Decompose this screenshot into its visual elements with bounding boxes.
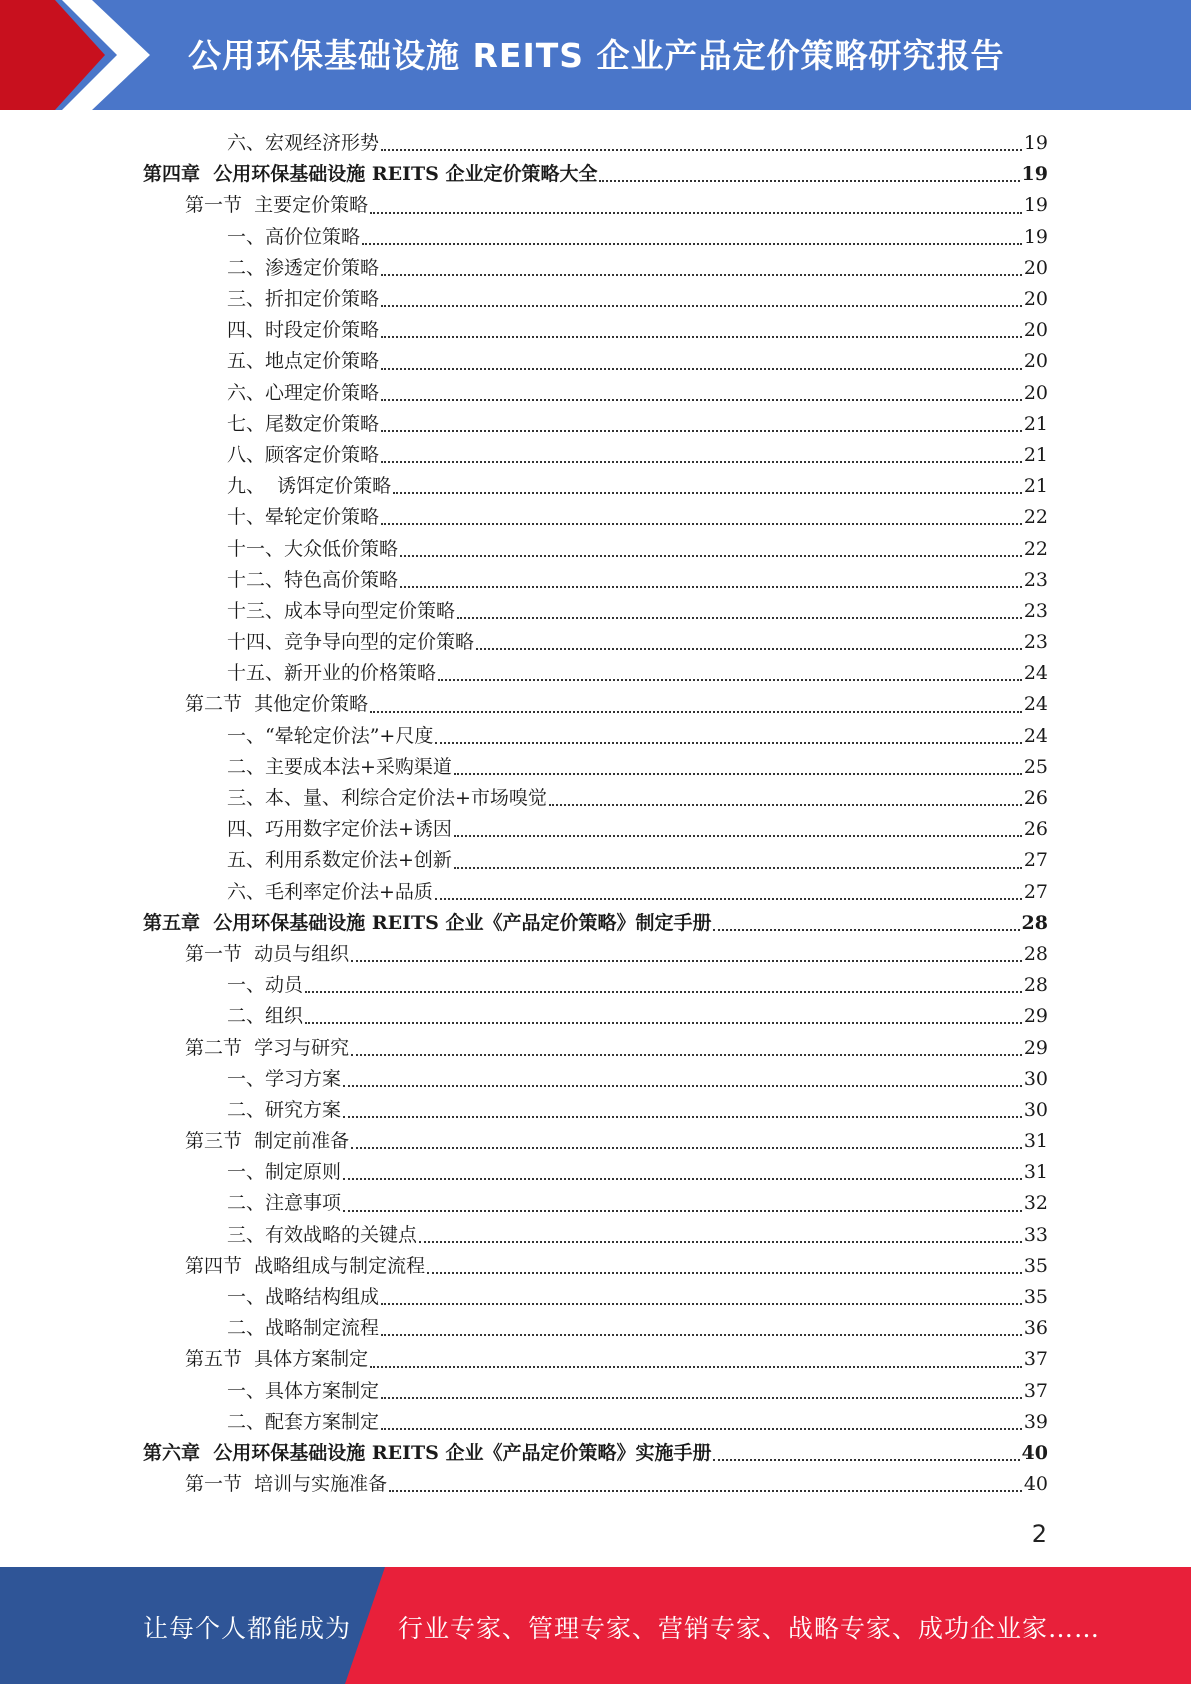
toc-dot-leader xyxy=(370,1365,1022,1368)
toc-entry-title: 六、毛利率定价法+品质 xyxy=(227,880,433,903)
toc-entry-page: 28 xyxy=(1023,942,1048,965)
toc-entry[interactable] xyxy=(143,502,1048,533)
toc-entry-page: 21 xyxy=(1023,412,1048,435)
toc-entry[interactable] xyxy=(143,1376,1048,1407)
toc-entry-title: 第二节 其他定价策略 xyxy=(185,693,369,716)
toc-entry[interactable] xyxy=(143,1282,1048,1313)
toc-entry-title: 一、制定原则 xyxy=(227,1161,342,1184)
toc-entry-title: 十、晕轮定价策略 xyxy=(227,506,380,529)
toc-dot-leader xyxy=(389,1489,1022,1492)
toc-entry[interactable] xyxy=(143,1001,1048,1032)
toc-dot-leader xyxy=(381,429,1022,432)
toc-entry[interactable] xyxy=(143,315,1048,346)
toc-entry-page: 20 xyxy=(1023,381,1048,404)
toc-entry-page: 19 xyxy=(1021,163,1048,186)
page-footer xyxy=(0,1567,1191,1684)
toc-entry[interactable] xyxy=(143,877,1048,908)
toc-entry-title: 第五章 公用环保基础设施 REITS 企业《产品定价策略》制定手册 xyxy=(143,911,712,934)
toc-entry[interactable] xyxy=(143,1407,1048,1438)
toc-entry-page: 29 xyxy=(1023,1036,1048,1059)
toc-entry[interactable] xyxy=(143,222,1048,253)
toc-entry-title: 一、学习方案 xyxy=(227,1067,342,1090)
toc-dot-leader xyxy=(381,304,1022,307)
toc-dot-leader xyxy=(343,1177,1022,1180)
toc-entry[interactable] xyxy=(143,440,1048,471)
toc-entry-page: 31 xyxy=(1023,1161,1048,1184)
toc-entry[interactable] xyxy=(143,1188,1048,1219)
toc-entry-page: 20 xyxy=(1023,350,1048,373)
toc-entry[interactable] xyxy=(143,970,1048,1001)
toc-dot-leader xyxy=(381,460,1022,463)
toc-entry[interactable] xyxy=(143,1064,1048,1095)
toc-entry[interactable] xyxy=(143,627,1048,658)
toc-entry-title: 二、主要成本法+采购渠道 xyxy=(227,755,452,778)
toc-entry-page: 32 xyxy=(1023,1192,1048,1215)
toc-dot-leader xyxy=(400,554,1022,557)
toc-dot-leader xyxy=(476,647,1022,650)
toc-entry-page: 19 xyxy=(1023,194,1048,217)
toc-entry[interactable] xyxy=(143,1126,1048,1157)
toc-entry-page: 36 xyxy=(1023,1317,1048,1340)
toc-entry-page: 20 xyxy=(1023,319,1048,342)
toc-dot-leader xyxy=(454,772,1022,775)
toc-entry[interactable] xyxy=(143,1095,1048,1126)
toc-dot-leader xyxy=(351,959,1022,962)
toc-entry[interactable] xyxy=(143,346,1048,377)
toc-dot-leader xyxy=(351,1053,1022,1056)
toc-entry-page: 35 xyxy=(1023,1286,1048,1309)
toc-entry-title: 第四章 公用环保基础设施 REITS 企业定价策略大全 xyxy=(143,163,598,186)
toc-entry-page: 31 xyxy=(1023,1130,1048,1153)
toc-dot-leader xyxy=(435,741,1021,744)
toc-dot-leader xyxy=(381,367,1022,370)
toc-entry-title: 五、地点定价策略 xyxy=(227,350,380,373)
toc-entry[interactable] xyxy=(143,378,1048,409)
toc-entry-title: 十三、成本导向型定价策略 xyxy=(227,599,456,622)
toc-dot-leader xyxy=(381,1396,1022,1399)
table-of-contents xyxy=(143,128,1048,1500)
toc-entry[interactable] xyxy=(143,596,1048,627)
toc-entry-title: 十五、新开业的价格策略 xyxy=(227,662,437,685)
toc-dot-leader xyxy=(343,1115,1022,1118)
toc-entry[interactable] xyxy=(143,1251,1048,1282)
toc-dot-leader xyxy=(381,1427,1022,1430)
toc-entry[interactable] xyxy=(143,471,1048,502)
toc-entry[interactable] xyxy=(143,565,1048,596)
toc-entry[interactable] xyxy=(143,689,1048,720)
toc-dot-leader xyxy=(305,990,1022,993)
toc-entry-title: 一、动员 xyxy=(227,974,304,997)
toc-entry[interactable] xyxy=(143,128,1048,159)
toc-entry-title: 第二节 学习与研究 xyxy=(185,1036,350,1059)
toc-dot-leader xyxy=(381,522,1022,525)
toc-entry-title: 三、有效战略的关键点 xyxy=(227,1223,418,1246)
toc-entry-page: 24 xyxy=(1023,724,1048,747)
toc-entry-page: 20 xyxy=(1023,288,1048,311)
toc-dot-leader xyxy=(343,1209,1022,1212)
toc-entry-page: 19 xyxy=(1023,225,1048,248)
toc-entry[interactable] xyxy=(143,1032,1048,1063)
toc-entry-title: 第四节 战略组成与制定流程 xyxy=(185,1254,426,1277)
toc-entry-page: 23 xyxy=(1023,599,1048,622)
toc-entry[interactable] xyxy=(143,253,1048,284)
toc-entry[interactable] xyxy=(143,783,1048,814)
toc-entry-page: 24 xyxy=(1023,693,1048,716)
toc-entry-title: 二、战略制定流程 xyxy=(227,1317,380,1340)
toc-entry-title: 第三节 制定前准备 xyxy=(185,1130,350,1153)
toc-entry-title: 一、高价位策略 xyxy=(227,225,361,248)
toc-dot-leader xyxy=(370,211,1022,214)
toc-dot-leader xyxy=(381,1333,1022,1336)
toc-entry-title: 一、“晕轮定价法”+尺度 xyxy=(227,724,434,747)
toc-entry-page: 24 xyxy=(1023,662,1048,685)
toc-entry[interactable] xyxy=(143,190,1048,221)
report-title: 公用环保基础设施 REITS 企业产品定价策略研究报告 xyxy=(188,36,1005,75)
toc-entry[interactable] xyxy=(143,409,1048,440)
toc-entry-page: 37 xyxy=(1023,1379,1048,1402)
toc-dot-leader xyxy=(435,897,1022,900)
toc-entry-title: 三、折扣定价策略 xyxy=(227,288,380,311)
toc-dot-leader xyxy=(362,242,1022,245)
header-arrow-decoration xyxy=(0,0,160,110)
toc-dot-leader xyxy=(454,866,1022,869)
page-number: 2 xyxy=(1031,1520,1047,1548)
toc-entry-page: 23 xyxy=(1023,631,1048,654)
toc-dot-leader xyxy=(427,1271,1022,1274)
toc-dot-leader xyxy=(381,398,1022,401)
toc-entry[interactable] xyxy=(143,939,1048,970)
toc-entry-page: 23 xyxy=(1023,568,1048,591)
toc-entry[interactable] xyxy=(143,908,1048,939)
toc-dot-leader xyxy=(454,834,1022,837)
toc-dot-leader xyxy=(370,710,1022,713)
toc-entry-page: 39 xyxy=(1023,1410,1048,1433)
toc-entry-title: 六、心理定价策略 xyxy=(227,381,380,404)
toc-entry-title: 九、 诱饵定价策略 xyxy=(227,475,392,498)
toc-entry-title: 四、时段定价策略 xyxy=(227,319,380,342)
toc-entry[interactable] xyxy=(143,1220,1048,1251)
toc-entry-page: 40 xyxy=(1023,1473,1048,1496)
toc-entry-title: 八、顾客定价策略 xyxy=(227,443,380,466)
toc-entry-page: 21 xyxy=(1023,443,1048,466)
toc-entry[interactable] xyxy=(143,658,1048,689)
toc-entry-title: 第一节 动员与组织 xyxy=(185,942,350,965)
toc-entry[interactable] xyxy=(143,1313,1048,1344)
toc-dot-leader xyxy=(393,491,1022,494)
toc-entry-title: 五、利用系数定价法+创新 xyxy=(227,849,452,872)
toc-entry[interactable] xyxy=(143,1344,1048,1375)
toc-entry-title: 十一、大众低价策略 xyxy=(227,537,399,560)
toc-entry-page: 27 xyxy=(1023,880,1048,903)
toc-entry-title: 十二、特色高价策略 xyxy=(227,568,399,591)
toc-entry-page: 19 xyxy=(1023,132,1048,155)
toc-entry[interactable] xyxy=(143,752,1048,783)
toc-dot-leader xyxy=(400,585,1022,588)
toc-entry-page: 20 xyxy=(1023,256,1048,279)
toc-dot-leader xyxy=(381,1302,1022,1305)
toc-dot-leader xyxy=(305,1021,1022,1024)
toc-entry-page: 29 xyxy=(1023,1005,1048,1028)
toc-dot-leader xyxy=(343,1084,1022,1087)
toc-entry-page: 35 xyxy=(1023,1254,1048,1277)
toc-dot-leader xyxy=(351,1146,1022,1149)
toc-entry[interactable] xyxy=(143,159,1048,190)
toc-entry[interactable] xyxy=(143,721,1048,752)
toc-entry-title: 二、渗透定价策略 xyxy=(227,256,380,279)
toc-dot-leader xyxy=(457,616,1022,619)
toc-entry-page: 40 xyxy=(1021,1441,1048,1464)
toc-entry-title: 二、配套方案制定 xyxy=(227,1410,380,1433)
toc-entry-title: 四、巧用数字定价法+诱因 xyxy=(227,818,452,841)
toc-entry-title: 第六章 公用环保基础设施 REITS 企业《产品定价策略》实施手册 xyxy=(143,1441,712,1464)
toc-entry-title: 第一节 培训与实施准备 xyxy=(185,1473,388,1496)
toc-entry-page: 22 xyxy=(1023,506,1048,529)
toc-dot-leader xyxy=(599,179,1019,182)
page-header xyxy=(0,0,1191,110)
toc-entry-page: 26 xyxy=(1023,818,1048,841)
toc-entry-title: 七、尾数定价策略 xyxy=(227,412,380,435)
toc-dot-leader xyxy=(381,273,1022,276)
toc-entry[interactable] xyxy=(143,845,1048,876)
toc-entry[interactable] xyxy=(143,1157,1048,1188)
toc-entry[interactable] xyxy=(143,1438,1048,1469)
toc-entry-page: 21 xyxy=(1023,475,1048,498)
toc-entry-title: 一、战略结构组成 xyxy=(227,1286,380,1309)
toc-entry-title: 二、组织 xyxy=(227,1005,304,1028)
toc-dot-leader xyxy=(381,148,1022,151)
toc-entry-title: 三、本、量、利综合定价法+市场嗅觉 xyxy=(227,787,547,810)
toc-entry-page: 30 xyxy=(1023,1098,1048,1121)
toc-entry-title: 二、研究方案 xyxy=(227,1098,342,1121)
toc-dot-leader xyxy=(713,928,1019,931)
toc-entry-page: 22 xyxy=(1023,537,1048,560)
toc-entry-title: 第五节 具体方案制定 xyxy=(185,1348,369,1371)
toc-entry[interactable] xyxy=(143,1469,1048,1500)
footer-roles: 行业专家、管理专家、营销专家、战略专家、成功企业家…… xyxy=(398,1614,1101,1643)
toc-entry[interactable] xyxy=(143,814,1048,845)
toc-entry-title: 一、具体方案制定 xyxy=(227,1379,380,1402)
footer-slogan: 让每个人都能成为 xyxy=(143,1614,352,1643)
toc-dot-leader xyxy=(713,1458,1019,1461)
toc-entry-page: 30 xyxy=(1023,1067,1048,1090)
toc-entry[interactable] xyxy=(143,284,1048,315)
toc-entry-page: 28 xyxy=(1023,974,1048,997)
toc-entry-title: 二、注意事项 xyxy=(227,1192,342,1215)
toc-dot-leader xyxy=(381,335,1022,338)
toc-entry-title: 六、宏观经济形势 xyxy=(227,132,380,155)
toc-entry[interactable] xyxy=(143,533,1048,564)
toc-dot-leader xyxy=(419,1240,1022,1243)
toc-entry-page: 28 xyxy=(1021,911,1048,934)
toc-entry-page: 25 xyxy=(1023,755,1048,778)
toc-entry-page: 27 xyxy=(1023,849,1048,872)
toc-entry-page: 37 xyxy=(1023,1348,1048,1371)
toc-dot-leader xyxy=(438,678,1022,681)
toc-dot-leader xyxy=(549,803,1022,806)
toc-entry-title: 第一节 主要定价策略 xyxy=(185,194,369,217)
toc-entry-title: 十四、竞争导向型的定价策略 xyxy=(227,631,475,654)
toc-entry-page: 26 xyxy=(1023,787,1048,810)
toc-entry-page: 33 xyxy=(1023,1223,1048,1246)
